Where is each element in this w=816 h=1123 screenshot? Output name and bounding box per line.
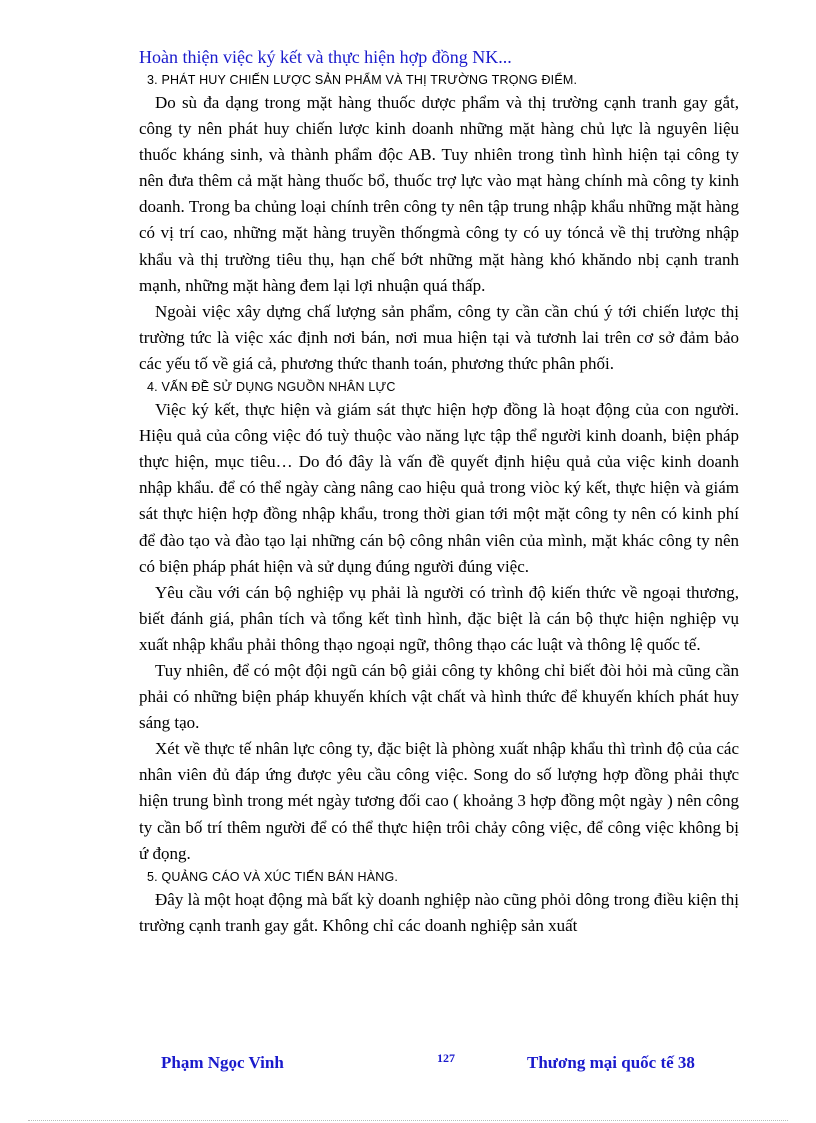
paragraph: Đây là một hoạt động mà bất kỳ doanh nghiệp nào cũng phỏi dông trong điều kiện thị trường cạnh tranh gay gắt. Không chỉ các doanh nghiệp sản xuất bbox=[139, 889, 739, 935]
paragraph: Do sù đa dạng trong mặt hàng thuốc dược phẩm và thị trường cạnh tranh gay gắt, công ty nên phát huy chiến lược kinh doanh những mặt hàng chủ lực là nguyên liệu thuốc kháng sinh, và thành phẩm độc AB. Tuy nhiên trong tình hình hiện tại công ty nên đưa thêm cả mặt hàng thuốc bổ, thuốc trợ lực vào mạt hàng chính mà công ty kinh doanh. Trong ba chủng loại chính trên công ty nên tập trung nhập khẩu những mặt hàng có vị trí cao, những mặt hàng truyền thốngmà công ty có uy tóncả về thị trường nhập khẩu và thị trường tiêu thụ, hạn chế bớt những mặt hàng khó khăndo nbị cạnh tranh mạnh, những mặt hàng đem lại lợi nhuận quá thấp. bbox=[139, 93, 739, 295]
section-heading: 4. VẤN ĐỀ SỬ DỤNG NGUỒN NHÂN LỰC bbox=[147, 380, 396, 395]
section-heading: 3. PHÁT HUY CHIẾN LƯỢC SẢN PHẨM VÀ THỊ TRƯỜNG TRỌNG ĐIỂM. bbox=[147, 73, 578, 87]
document-header-title: Hoàn thiện việc ký kết và thực hiện hợp đồng NK... bbox=[139, 47, 512, 67]
footer-page-number: 127 bbox=[437, 1051, 455, 1065]
section-heading: 5. QUẢNG CÁO VÀ XÚC TIẾN BÁN HÀNG. bbox=[147, 869, 399, 884]
footer-divider bbox=[28, 1120, 788, 1121]
paragraph: Ngoài việc xây dựng chấ lượng sản phẩm, công ty cần cần chú ý tới chiến lược thị trường tức là việc xác định nơi bán, nơi mua hiện tại và tươnh lai trên cơ sở đảm bảo các yếu tố về giá cả, phương thức thanh toán, phương thức phân phối. bbox=[139, 301, 739, 373]
footer-author: Phạm Ngọc Vinh bbox=[161, 1053, 284, 1072]
document-body bbox=[139, 70, 739, 939]
paragraph: Việc ký kết, thực hiện và giám sát thực hiện hợp đồng là hoạt động của con người. Hiệu quả của công việc đó tuỳ thuộc vào năng lực tập thể người kinh doanh, biện pháp thực hiện, mục tiêu… Do đó đây là vấn đề quyết định hiệu quả của việc kinh doanh nhập khẩu. để có thể ngày càng nâng cao hiệu quả trong viòc ký kết, thực hiện và giám sát thực hiện hợp đồng nhập khẩu, trong thời gian tới một mặt công ty nên có kinh phí để đào tạo và đào tạo lại những cán bộ công nhân viên của mình, mặt khác công ty nên có biện pháp phát hiện và sử dụng đúng người đúng việc. bbox=[139, 400, 739, 576]
footer-course: Thương mại quốc tế 38 bbox=[527, 1053, 695, 1072]
paragraph: Xét về thực tế nhân lực công ty, đặc biệt là phòng xuất nhập khẩu thì trình độ của các nhân viên đủ đáp ứng được yêu cầu công việc. Song do số lượng hợp đồng phải thực hiện trung bình trong mét ngày tương đối cao ( khoảng 3 hợp đồng một ngày ) nên công ty cần bố trí thêm người để có thể thực hiện trôi chảy công việc, để công việc không bị ứ đọng. bbox=[139, 739, 739, 863]
paragraph: Yêu cầu với cán bộ nghiệp vụ phải là người có trình độ kiến thức về ngoại thương, biết đánh giá, phân tích và tổng kết tình hình, đặc biệt là cán bộ thực hiện nghiệp vụ xuất nhập khẩu phải thông thạo ngoại ngữ, thông thạo các luật và thông lệ quốc tế. bbox=[139, 582, 739, 654]
paragraph: Tuy nhiên, để có một đội ngũ cán bộ giải công ty không chỉ biết đòi hỏi mà cũng cần phải có những biện pháp khuyến khích vật chất và hình thức để khuyến khích phát huy sáng tạo. bbox=[139, 660, 739, 733]
